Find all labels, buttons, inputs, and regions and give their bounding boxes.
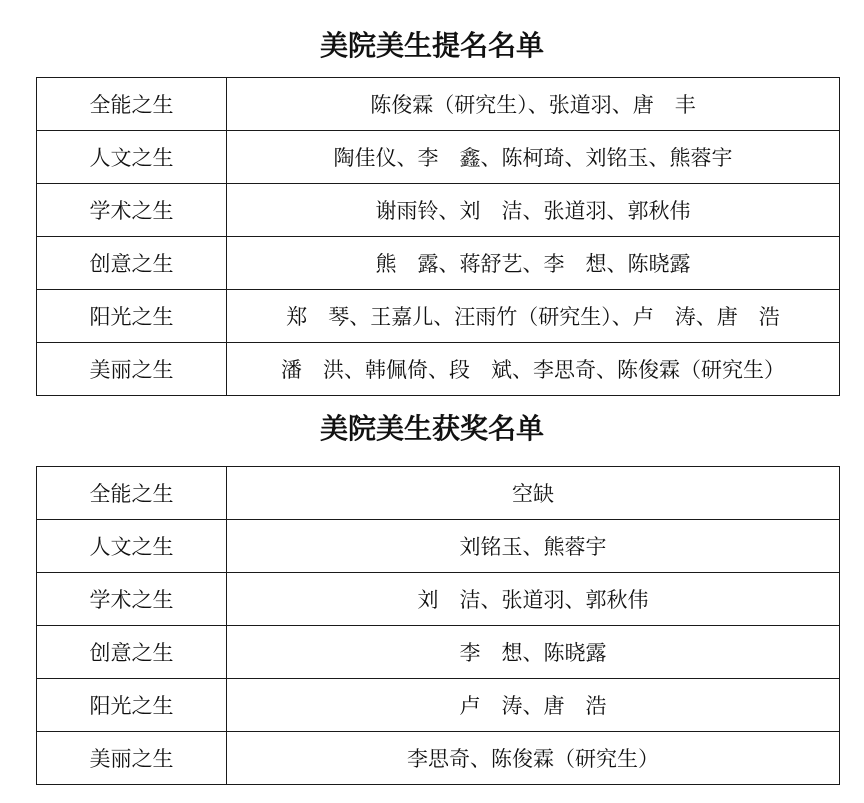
table-row [37,679,840,732]
nominees-table [36,77,840,396]
names-cell: 郑 琴、王嘉儿、汪雨竹（研究生）、卢 涛、唐 浩 [227,290,840,343]
table-row [37,184,840,237]
category-cell: 美丽之生 [37,732,227,785]
table-row [37,78,840,131]
category-cell: 学术之生 [37,184,227,237]
names-cell: 陈俊霖（研究生）、张道羽、唐 丰 [227,78,840,131]
nominees-title: 美院美生提名名单 [319,29,544,62]
names-cell: 熊 露、蒋舒艺、李 想、陈晓露 [227,237,840,290]
category-cell: 阳光之生 [37,679,227,732]
table-row [37,237,840,290]
names-cell: 卢 涛、唐 浩 [227,679,840,732]
names-cell: 陶佳仪、李 鑫、陈柯琦、刘铭玉、熊蓉宇 [227,131,840,184]
category-cell: 全能之生 [37,78,227,131]
table-row [37,520,840,573]
winners-title: 美院美生获奖名单 [319,412,544,445]
category-cell: 人文之生 [37,520,227,573]
table-row [37,290,840,343]
category-cell: 阳光之生 [37,290,227,343]
names-cell: 李 想、陈晓露 [227,626,840,679]
names-cell: 空缺 [227,467,840,520]
category-cell: 创意之生 [37,237,227,290]
table-row [37,131,840,184]
table-row [37,343,840,396]
names-cell: 潘 洪、韩佩倚、段 斌、李思奇、陈俊霖（研究生） [227,343,840,396]
category-cell: 创意之生 [37,626,227,679]
winners-table [36,466,840,785]
table-row [37,626,840,679]
names-cell: 谢雨铃、刘 洁、张道羽、郭秋伟 [227,184,840,237]
category-cell: 美丽之生 [37,343,227,396]
table-row [37,467,840,520]
names-cell: 李思奇、陈俊霖（研究生） [227,732,840,785]
category-cell: 学术之生 [37,573,227,626]
category-cell: 全能之生 [37,467,227,520]
table-row [37,573,840,626]
table-row [37,732,840,785]
category-cell: 人文之生 [37,131,227,184]
names-cell: 刘 洁、张道羽、郭秋伟 [227,573,840,626]
names-cell: 刘铭玉、熊蓉宇 [227,520,840,573]
